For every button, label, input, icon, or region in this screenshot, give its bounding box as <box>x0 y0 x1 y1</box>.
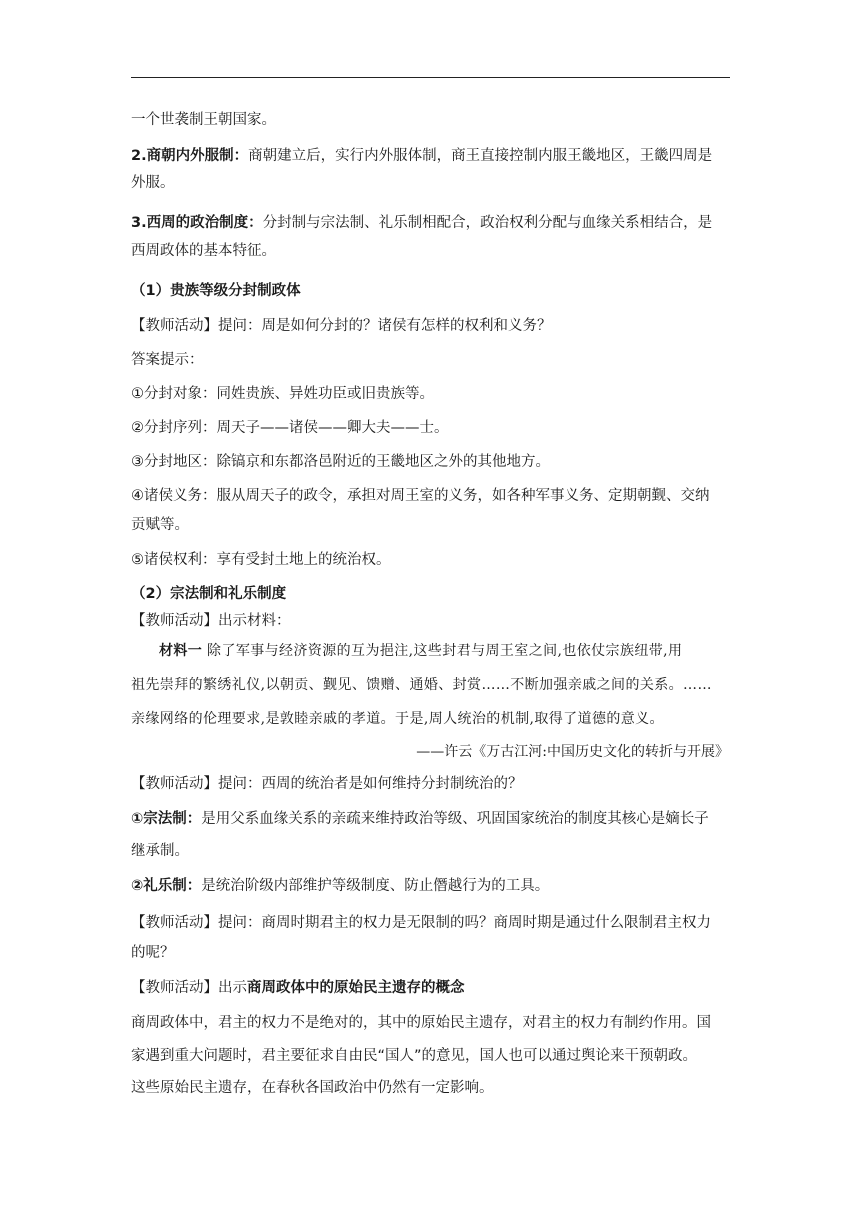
paragraph-line: 商周政体中，君主的权力不是绝对的，其中的原始民主遗存，对君主的权力有制约作用。国 <box>131 1015 711 1031</box>
list-item: ③分封地区：除镐京和东都洛邑附近的王畿地区之外的其他地方。 <box>131 454 550 470</box>
paragraph-line: 一个世袭制王朝国家。 <box>131 112 276 128</box>
paragraph-line: 【教师活动】提问：周是如何分封的？诸侯有怎样的权利和义务？ <box>131 318 552 334</box>
paragraph-text: 是用父系血缘关系的亲疏来维持政治等级、巩固国家统治的制度其核心是嫡长子 <box>201 811 709 827</box>
paragraph-line: 答案提示： <box>131 352 204 368</box>
paragraph-text: 分封制与宗法制、礼乐制相配合，政治权利分配与血缘关系相结合，是 <box>262 215 713 231</box>
subheading-fengjian: （1）贵族等级分封制政体 <box>131 283 301 299</box>
quote-line <box>159 641 759 661</box>
paragraph-line: 【教师活动】出示材料： <box>131 613 291 629</box>
term-liyue: ②礼乐制： <box>131 878 202 894</box>
header-rule <box>131 77 730 78</box>
list-item: ④诸侯义务：服从周天子的政令，承担对周王室的义务，如各种军事义务、定期朝觐、交纳 <box>131 488 710 504</box>
paragraph-text: 【教师活动】出示 <box>131 980 247 996</box>
paragraph-text: 是统治阶级内部维护等级制度、防止僭越行为的工具。 <box>201 878 550 894</box>
paragraph-line <box>131 213 731 233</box>
list-item: ②分封序列：周天子——诸侯——卿大夫——士。 <box>131 420 449 436</box>
quote-line: 亲缘网络的伦理要求,是敦睦亲戚的孝道。于是,周人统治的机制,取得了道德的意义。 <box>131 711 664 727</box>
paragraph-line: 西周政体的基本特征。 <box>131 243 276 259</box>
paragraph-line: 这些原始民主遗存，在春秋各国政治中仍然有一定影响。 <box>131 1080 494 1096</box>
heading-western-zhou: 3.西周的政治制度： <box>131 215 263 231</box>
paragraph-text: 商朝建立后，实行内外服体制，商王直接控制内服王畿地区，王畿四周是 <box>248 148 713 164</box>
quote-text: 除了军事与经济资源的互为挹注,这些封君与周王室之间,也依仗宗族纽带,用 <box>202 643 683 659</box>
paragraph-line <box>131 809 731 829</box>
quote-source: ——许云《万古江河:中国历史文化的转折与开展》 <box>416 744 729 760</box>
paragraph-line <box>131 978 731 998</box>
paragraph-line: 【教师活动】提问：商周时期君主的权力是无限制的吗？商周时期是通过什么限制君主权力 <box>131 915 711 931</box>
paragraph-line: 外服。 <box>131 175 175 191</box>
paragraph-line <box>131 146 731 166</box>
heading-shang-system: 2.商朝内外服制： <box>131 148 249 164</box>
concept-title: 商周政体中的原始民主遗存的概念 <box>247 980 465 996</box>
material-label: 材料一 <box>159 643 203 659</box>
paragraph-line: 的呢？ <box>131 945 175 961</box>
paragraph-line: 【教师活动】提问：西周的统治者是如何维持分封制统治的？ <box>131 776 523 792</box>
list-item: ①分封对象：同姓贵族、异姓功臣或旧贵族等。 <box>131 386 434 402</box>
paragraph-line: 家遇到重大问题时，君主要征求自由民“国人”的意见，国人也可以通过舆论来干预朝政。 <box>131 1048 698 1064</box>
paragraph-line: 继承制。 <box>131 843 189 859</box>
paragraph-line <box>131 876 731 896</box>
quote-line: 祖先崇拜的繁绣礼仪,以朝贡、觐见、馈赠、通婚、封赏……不断加强亲戚之间的关系。…… <box>131 677 712 693</box>
paragraph-line: 贡赋等。 <box>131 517 189 533</box>
term-zongfa: ①宗法制： <box>131 811 202 827</box>
subheading-zongfa: （2）宗法制和礼乐制度 <box>131 586 287 602</box>
list-item: ⑤诸侯权利：享有受封土地上的统治权。 <box>131 552 391 568</box>
